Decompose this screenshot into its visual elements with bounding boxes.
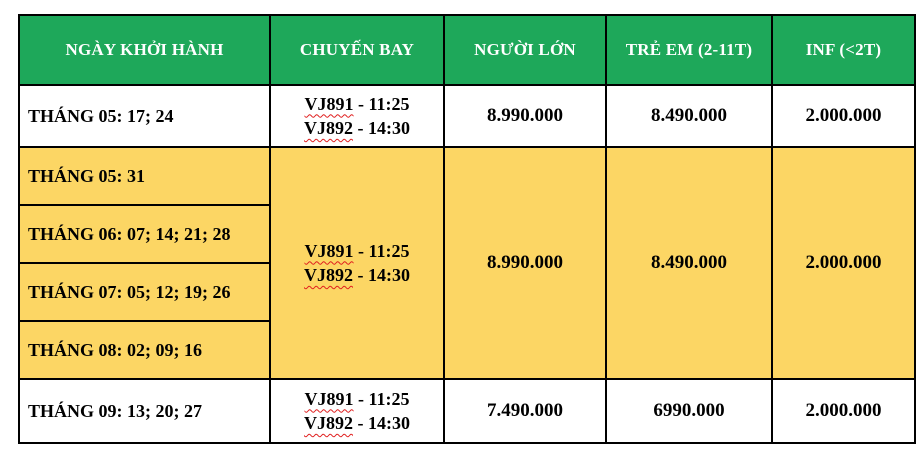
flight-line xyxy=(277,411,437,435)
flight-time: - 11:25 xyxy=(353,388,410,409)
adult-price-cell: 7.490.000 xyxy=(444,379,606,443)
adult-price-cell: 8.990.000 xyxy=(444,147,606,379)
header-row xyxy=(19,15,915,85)
header-departure-date: NGÀY KHỞI HÀNH xyxy=(19,15,270,85)
header-flight: CHUYẾN BAY xyxy=(270,15,444,85)
flight-line xyxy=(277,263,437,287)
flight-time: - 14:30 xyxy=(353,413,410,433)
flight-code: VJ891 xyxy=(304,240,354,261)
flight-code: VJ892 xyxy=(304,413,353,433)
departure-date-cell: THÁNG 08: 02; 09; 16 xyxy=(19,321,270,379)
departure-date-cell: THÁNG 07: 05; 12; 19; 26 xyxy=(19,263,270,321)
header-infant: INF (<2T) xyxy=(772,15,915,85)
flight-line xyxy=(277,92,437,116)
infant-price-cell: 2.000.000 xyxy=(772,85,915,147)
header-child: TRẺ EM (2-11T) xyxy=(606,15,772,85)
child-price-cell: 8.490.000 xyxy=(606,85,772,147)
departure-date-cell: THÁNG 09: 13; 20; 27 xyxy=(19,379,270,443)
adult-price-cell: 8.990.000 xyxy=(444,85,606,147)
flight-line xyxy=(277,239,437,263)
flight-time: - 14:30 xyxy=(353,265,410,285)
flight-cell xyxy=(270,379,444,443)
flight-time: - 14:30 xyxy=(353,118,410,138)
departure-date-cell: THÁNG 06: 07; 14; 21; 28 xyxy=(19,205,270,263)
flight-cell xyxy=(270,147,444,379)
flight-code: VJ892 xyxy=(304,265,353,285)
departure-date-cell: THÁNG 05: 31 xyxy=(19,147,270,205)
table-row xyxy=(19,379,915,443)
flight-code: VJ891 xyxy=(304,93,354,114)
infant-price-cell: 2.000.000 xyxy=(772,147,915,379)
table-row xyxy=(19,147,915,205)
header-adult: NGƯỜI LỚN xyxy=(444,15,606,85)
infant-price-cell: 2.000.000 xyxy=(772,379,915,443)
flight-cell xyxy=(270,85,444,147)
flight-price-table xyxy=(18,14,916,444)
child-price-cell: 8.490.000 xyxy=(606,147,772,379)
flight-line xyxy=(277,387,437,411)
flight-code: VJ892 xyxy=(304,118,353,138)
departure-date-cell: THÁNG 05: 17; 24 xyxy=(19,85,270,147)
flight-code: VJ891 xyxy=(304,388,354,409)
flight-time: - 11:25 xyxy=(353,240,410,261)
child-price-cell: 6990.000 xyxy=(606,379,772,443)
flight-time: - 11:25 xyxy=(353,93,410,114)
table-row xyxy=(19,85,915,147)
flight-line xyxy=(277,116,437,140)
